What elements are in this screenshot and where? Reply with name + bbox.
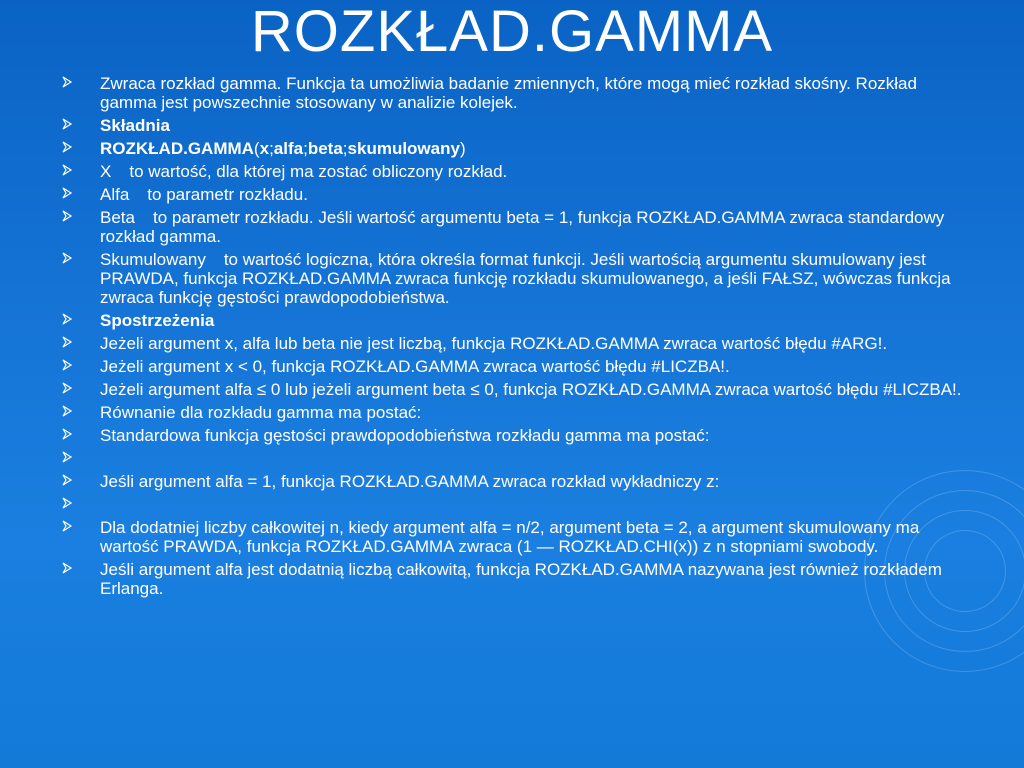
bullet-arrow-icon [62, 140, 74, 154]
list-item [62, 185, 967, 204]
list-item [62, 74, 967, 112]
param-term: X [100, 162, 112, 181]
list-item [62, 380, 967, 399]
list-item [62, 357, 967, 376]
bullet-arrow-icon [62, 473, 74, 487]
syntax-open-paren: ( [253, 139, 260, 158]
syntax-arg-skumulowany: skumulowany [347, 139, 460, 158]
slide-title: ROZKŁAD.GAMMA [250, 0, 774, 64]
syntax-separator: ; [342, 139, 348, 158]
bullet-list [62, 74, 967, 602]
bullet-arrow-icon [62, 381, 74, 395]
list-item [62, 426, 967, 445]
list-item [62, 403, 967, 422]
syntax-arg-x: x [259, 139, 270, 158]
param-description: to wartość, dla której ma zostać obliczony rozkład. [129, 162, 508, 181]
bullet-arrow-icon [62, 75, 74, 89]
bullet-arrow-icon [62, 519, 74, 533]
param-term: Beta [100, 208, 135, 227]
syntax-close-paren: ) [459, 139, 466, 158]
bullet-arrow-icon [62, 404, 74, 418]
bullet-text: Jeżeli argument x < 0, funkcja ROZKŁAD.GAMMA zwraca wartość błędu #LICZBA!. [100, 357, 730, 376]
list-item [62, 472, 967, 491]
bullet-arrow-icon [62, 358, 74, 372]
list-item [62, 250, 967, 307]
syntax-separator: ; [269, 139, 274, 158]
bullet-text: Jeżeli argument alfa ≤ 0 lub jeżeli argument beta ≤ 0, funkcja ROZKŁAD.GAMMA zwraca wartość błędu #LICZBA!. [100, 380, 962, 399]
bullet-arrow-icon [62, 450, 74, 464]
list-item [62, 162, 967, 181]
param-description: to parametr rozkładu. Jeśli wartość argumentu beta = 1, funkcja ROZKŁAD.GAMMA zwraca standardowy rozkład gamma. [100, 208, 945, 246]
list-item [62, 495, 967, 514]
bullet-text: Zwraca rozkład gamma. Funkcja ta umożliwia badanie zmiennych, które mogą mieć rozkład skośny. Rozkład gamma jest powszechnie stosowany w analizie kolejek. [100, 74, 917, 112]
bullet-arrow-icon [62, 335, 74, 349]
syntax-separator: ; [303, 139, 308, 158]
section-heading-syntax: Składnia [100, 116, 170, 135]
bullet-arrow-icon [62, 312, 74, 326]
bullet-text: Jeżeli argument x, alfa lub beta nie jest liczbą, funkcja ROZKŁAD.GAMMA zwraca wartość błędu #ARG!. [100, 334, 888, 353]
param-description: to wartość logiczna, która określa format funkcji. Jeśli wartością argumentu skumulowany jest PRAWDA, funkcja ROZKŁAD.GAMMA zwraca funkcję rozkładu skumulowanego, a jeśli FAŁSZ, wówczas funkcja zwraca funkcję gęstości prawdopodobieństwa. [100, 250, 951, 307]
bullet-arrow-icon [62, 163, 74, 177]
list-item [62, 208, 967, 246]
syntax-arg-beta: beta [307, 139, 343, 158]
bullet-text: Jeśli argument alfa jest dodatnią liczbą całkowitą, funkcja ROZKŁAD.GAMMA nazywana jest również rozkładem Erlanga. [100, 560, 942, 598]
list-item [62, 139, 967, 158]
bullet-arrow-icon [62, 561, 74, 575]
bullet-text: Dla dodatniej liczby całkowitej n, kiedy argument alfa = n/2, argument beta = 2, a argument skumulowany ma wartość PRAWDA, funkcja ROZKŁAD.GAMMA zwraca (1 — ROZKŁAD.CHI(x)) z n stopniami swobody. [100, 518, 920, 556]
bullet-text: Standardowa funkcja gęstości prawdopodobieństwa rozkładu gamma ma postać: [100, 426, 710, 445]
bullet-arrow-icon [62, 209, 74, 223]
syntax-function-name: ROZKŁAD.GAMMA [100, 139, 254, 158]
list-item [62, 334, 967, 353]
bullet-arrow-icon [62, 496, 74, 510]
bullet-text: Równanie dla rozkładu gamma ma postać: [100, 403, 422, 422]
list-item [62, 518, 967, 556]
list-item [62, 311, 967, 330]
section-heading-remarks: Spostrzeżenia [100, 311, 215, 330]
syntax-arg-alfa: alfa [273, 139, 304, 158]
bullet-arrow-icon [62, 251, 74, 265]
bullet-arrow-icon [62, 427, 74, 441]
bullet-arrow-icon [62, 117, 74, 131]
param-description: to parametr rozkładu. [147, 185, 308, 204]
list-item [62, 560, 967, 598]
param-term: Alfa [100, 185, 130, 204]
list-item [62, 449, 967, 468]
bullet-arrow-icon [62, 186, 74, 200]
list-item [62, 116, 967, 135]
param-term: Skumulowany [100, 250, 206, 269]
bullet-text: Jeśli argument alfa = 1, funkcja ROZKŁAD.GAMMA zwraca rozkład wykładniczy z: [100, 472, 720, 491]
